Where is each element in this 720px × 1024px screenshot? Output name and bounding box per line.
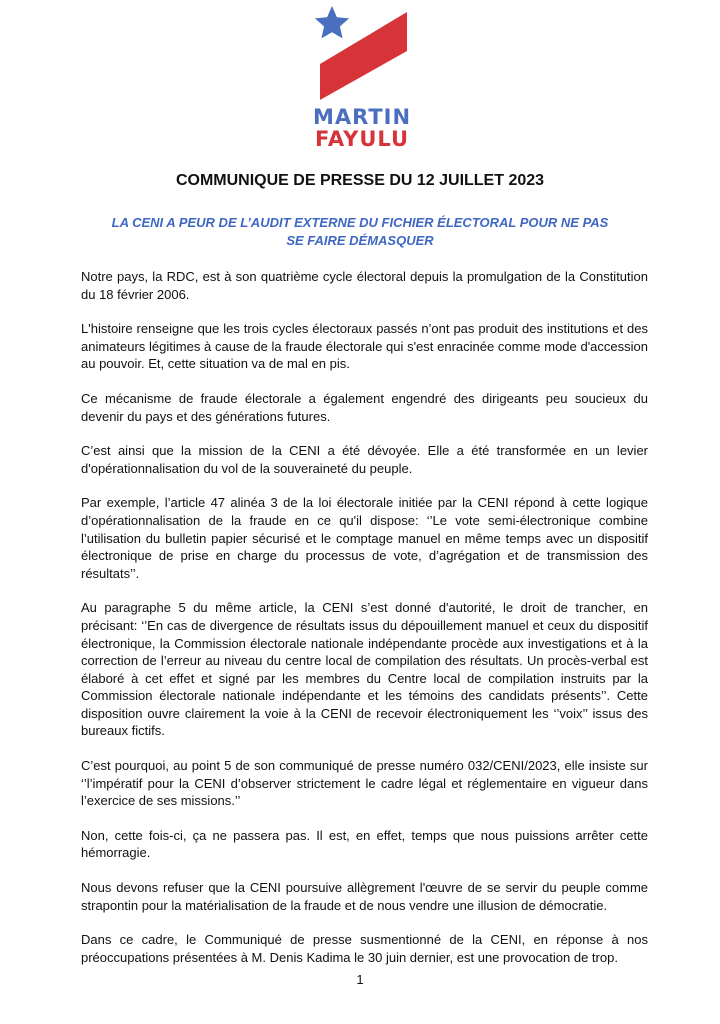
paragraph: L'histoire renseigne que les trois cycles électoraux passés n’ont pas produit des institutions et des animateurs légitimes à cause de la fraude électorale qui s'est enracinée comme mode d'accession au pouvoir. Et, cette situation va de mal en pis. <box>81 321 648 372</box>
paragraph: Au paragraphe 5 du même article, la CENI s’est donné d'autorité, le droit de trancher, en précisant: ‘’En cas de divergence de résultats issus du dépouillement manuel et ceux du dispositif électronique, la Commission électorale nationale indépendante procède aux investigations et à la correction de l’erreur au niveau du centre local de compilation des résultats. Un procès-verbal est élaboré à cet effet et signé par les membres du Centre local de compilation instruits par la Commission électorale nationale indépendante et les témoins des candidats présents’’. Cette disposition ouvre clairement la voie à la CENI de recevoir électroniquement les ‘’voix’’ issus des bureaux fictifs. <box>81 600 648 739</box>
paragraph: C’est pourquoi, au point 5 de son communiqué de presse numéro 032/CENI/2023, elle insiste sur ‘’l’impératif pour la CENI d’observer strictement le cadre légal et réglementaire en vigueur dans l’exercice de ses missions.’’ <box>81 758 648 809</box>
paragraph: C’est ainsi que la mission de la CENI a été dévoyée. Elle a été transformée en un levier d'opérationnalisation du vol de la souveraineté du peuple. <box>81 443 648 476</box>
paragraph: Nous devons refuser que la CENI poursuive allègrement l'œuvre de se servir du peuple comme strapontin pour la matérialisation de la fraude et de nous vendre une illusion de démocratie. <box>81 880 648 913</box>
star-icon <box>315 6 349 38</box>
paragraph: Dans ce cadre, le Communiqué de presse susmentionné de la CENI, en réponse à nos préoccupations présentées à M. Denis Kadima le 30 juin dernier, est une provocation de trop. <box>81 932 648 965</box>
paragraph: Par exemple, l’article 47 alinéa 3 de la loi électorale initiée par la CENI répond à cette logique d’opérationnalisation de la fraude en ce qu'il dispose: ‘’Le vote semi-électronique combine l’utilisation du bulletin papier sécurisé et le comptage manuel en même temps avec un dispositif électronique de prise en charge du processus de vote, d’agrégation et de transmission des résultats’’. <box>81 495 648 581</box>
document-subtitle: LA CENI A PEUR DE L’AUDIT EXTERNE DU FICHIER ÉLECTORAL POUR NE PAS SE FAIRE DÉMASQUER <box>111 215 609 248</box>
logo-last-name: FAYULU <box>314 127 410 151</box>
logo-first-name: MARTIN <box>312 105 412 129</box>
paragraph: Non, cette fois-ci, ça ne passera pas. Il est, en effet, temps que nous puissions arrêter cette hémorragie. <box>81 827 648 861</box>
logo-graphic <box>310 6 414 106</box>
paragraph: Notre pays, la RDC, est à son quatrième cycle électoral depuis la promulgation de la Constitution du 18 février 2006. <box>81 269 648 302</box>
document-body <box>81 268 648 983</box>
party-logo <box>310 6 414 154</box>
document-title: COMMUNIQUE DE PRESSE DU 12 JUILLET 2023 <box>175 172 545 189</box>
paragraph: Ce mécanisme de fraude électorale a également engendré des dirigeants peu soucieux du devenir du pays et des générations futures. <box>81 390 648 424</box>
page-number: 1 <box>356 972 364 987</box>
